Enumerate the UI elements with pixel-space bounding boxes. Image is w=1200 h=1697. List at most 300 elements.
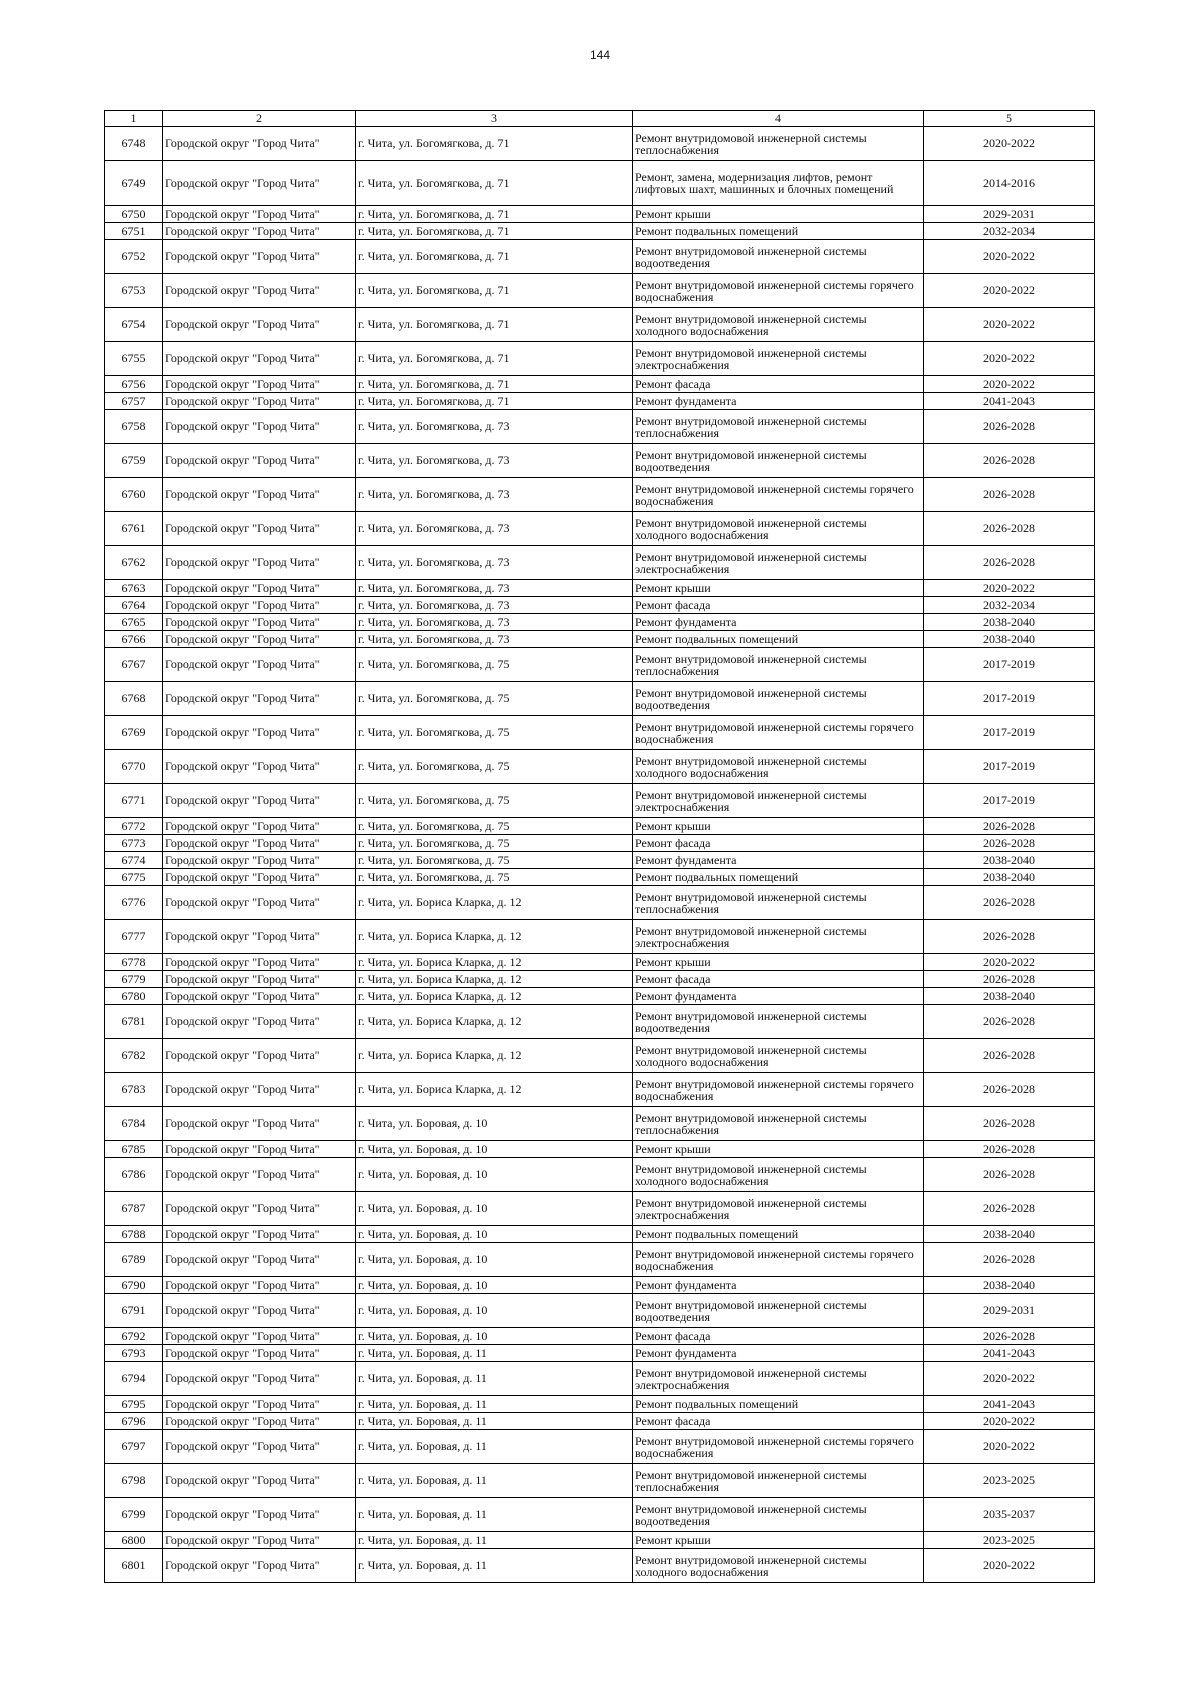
address-cell: г. Чита, ул. Боровая, д. 10 <box>356 1328 633 1345</box>
period-cell: 2026-2028 <box>924 1073 1095 1107</box>
address-cell: г. Чита, ул. Богомягкова, д. 71 <box>356 206 633 223</box>
row-number-cell: 6757 <box>105 393 163 410</box>
period-cell: 2026-2028 <box>924 478 1095 512</box>
municipality-cell: Городской округ "Город Чита" <box>163 512 356 546</box>
table-row <box>105 869 1095 886</box>
table-row <box>105 648 1095 682</box>
municipality-cell: Городской округ "Город Чита" <box>163 886 356 920</box>
municipality-cell: Городской округ "Город Чита" <box>163 1192 356 1226</box>
period-cell: 2026-2028 <box>924 1192 1095 1226</box>
row-number-cell: 6780 <box>105 988 163 1005</box>
period-cell: 2014-2016 <box>924 161 1095 206</box>
work-type-cell: Ремонт внутридомовой инженерной системы водоотведения <box>633 682 924 716</box>
table-row <box>105 750 1095 784</box>
municipality-cell: Городской округ "Город Чита" <box>163 1158 356 1192</box>
address-cell: г. Чита, ул. Богомягкова, д. 73 <box>356 580 633 597</box>
municipality-cell: Городской округ "Город Чита" <box>163 546 356 580</box>
work-type-cell: Ремонт внутридомовой инженерной системы водоотведения <box>633 1005 924 1039</box>
work-type-cell: Ремонт внутридомовой инженерной системы электроснабжения <box>633 1362 924 1396</box>
work-type-cell: Ремонт внутридомовой инженерной системы горячего водоснабжения <box>633 1243 924 1277</box>
address-cell: г. Чита, ул. Боровая, д. 11 <box>356 1362 633 1396</box>
municipality-cell: Городской округ "Город Чита" <box>163 1073 356 1107</box>
table-row <box>105 1328 1095 1345</box>
period-cell: 2020-2022 <box>924 274 1095 308</box>
row-number-cell: 6766 <box>105 631 163 648</box>
row-number-cell: 6772 <box>105 818 163 835</box>
address-cell: г. Чита, ул. Богомягкова, д. 75 <box>356 750 633 784</box>
address-cell: г. Чита, ул. Бориса Кларка, д. 12 <box>356 1005 633 1039</box>
row-number-cell: 6750 <box>105 206 163 223</box>
work-type-cell: Ремонт фасада <box>633 597 924 614</box>
row-number-cell: 6788 <box>105 1226 163 1243</box>
table-row <box>105 1362 1095 1396</box>
row-number-cell: 6777 <box>105 920 163 954</box>
municipality-cell: Городской округ "Город Чита" <box>163 1413 356 1430</box>
period-cell: 2026-2028 <box>924 444 1095 478</box>
municipality-cell: Городской округ "Город Чита" <box>163 716 356 750</box>
period-cell: 2038-2040 <box>924 1226 1095 1243</box>
period-cell: 2020-2022 <box>924 342 1095 376</box>
address-cell: г. Чита, ул. Боровая, д. 10 <box>356 1294 633 1328</box>
municipality-cell: Городской округ "Город Чита" <box>163 1362 356 1396</box>
period-cell: 2032-2034 <box>924 597 1095 614</box>
table-row <box>105 223 1095 240</box>
row-number-cell: 6783 <box>105 1073 163 1107</box>
table-row <box>105 478 1095 512</box>
row-number-cell: 6775 <box>105 869 163 886</box>
period-cell: 2038-2040 <box>924 614 1095 631</box>
table-row <box>105 835 1095 852</box>
period-cell: 2041-2043 <box>924 1396 1095 1413</box>
period-cell: 2026-2028 <box>924 1107 1095 1141</box>
row-number-cell: 6758 <box>105 410 163 444</box>
work-type-cell: Ремонт фасада <box>633 971 924 988</box>
work-type-cell: Ремонт внутридомовой инженерной системы горячего водоснабжения <box>633 1073 924 1107</box>
period-cell: 2026-2028 <box>924 1243 1095 1277</box>
period-cell: 2026-2028 <box>924 410 1095 444</box>
work-type-cell: Ремонт внутридомовой инженерной системы теплоснабжения <box>633 648 924 682</box>
municipality-cell: Городской округ "Город Чита" <box>163 1277 356 1294</box>
row-number-cell: 6798 <box>105 1464 163 1498</box>
row-number-cell: 6774 <box>105 852 163 869</box>
table-row <box>105 444 1095 478</box>
period-cell: 2017-2019 <box>924 682 1095 716</box>
work-type-cell: Ремонт фасада <box>633 1328 924 1345</box>
table-row <box>105 512 1095 546</box>
municipality-cell: Городской округ "Город Чита" <box>163 1141 356 1158</box>
period-cell: 2026-2028 <box>924 835 1095 852</box>
address-cell: г. Чита, ул. Богомягкова, д. 71 <box>356 308 633 342</box>
municipality-cell: Городской округ "Город Чита" <box>163 1005 356 1039</box>
row-number-cell: 6800 <box>105 1532 163 1549</box>
row-number-cell: 6781 <box>105 1005 163 1039</box>
row-number-cell: 6787 <box>105 1192 163 1226</box>
municipality-cell: Городской округ "Город Чита" <box>163 835 356 852</box>
row-number-cell: 6784 <box>105 1107 163 1141</box>
table-row <box>105 308 1095 342</box>
row-number-cell: 6785 <box>105 1141 163 1158</box>
table-row <box>105 342 1095 376</box>
work-type-cell: Ремонт подвальных помещений <box>633 1226 924 1243</box>
table-row <box>105 1005 1095 1039</box>
table-row <box>105 920 1095 954</box>
work-type-cell: Ремонт внутридомовой инженерной системы теплоснабжения <box>633 1107 924 1141</box>
table-row <box>105 1430 1095 1464</box>
work-type-cell: Ремонт внутридомовой инженерной системы теплоснабжения <box>633 410 924 444</box>
address-cell: г. Чита, ул. Богомягкова, д. 71 <box>356 127 633 161</box>
row-number-cell: 6752 <box>105 240 163 274</box>
table-row <box>105 988 1095 1005</box>
period-cell: 2026-2028 <box>924 886 1095 920</box>
address-cell: г. Чита, ул. Бориса Кларка, д. 12 <box>356 954 633 971</box>
row-number-cell: 6801 <box>105 1549 163 1583</box>
municipality-cell: Городской округ "Город Чита" <box>163 784 356 818</box>
address-cell: г. Чита, ул. Богомягкова, д. 71 <box>356 274 633 308</box>
municipality-cell: Городской округ "Город Чита" <box>163 376 356 393</box>
municipality-cell: Городской округ "Город Чита" <box>163 478 356 512</box>
address-cell: г. Чита, ул. Богомягкова, д. 75 <box>356 648 633 682</box>
row-number-cell: 6763 <box>105 580 163 597</box>
table-row <box>105 376 1095 393</box>
row-number-cell: 6791 <box>105 1294 163 1328</box>
municipality-cell: Городской округ "Город Чита" <box>163 1396 356 1413</box>
address-cell: г. Чита, ул. Богомягкова, д. 71 <box>356 161 633 206</box>
address-cell: г. Чита, ул. Бориса Кларка, д. 12 <box>356 886 633 920</box>
address-cell: г. Чита, ул. Богомягкова, д. 73 <box>356 512 633 546</box>
table-row <box>105 1141 1095 1158</box>
table-row <box>105 1532 1095 1549</box>
work-type-cell: Ремонт фасада <box>633 1413 924 1430</box>
row-number-cell: 6765 <box>105 614 163 631</box>
address-cell: г. Чита, ул. Богомягкова, д. 73 <box>356 444 633 478</box>
work-type-cell: Ремонт фундамента <box>633 852 924 869</box>
period-cell: 2038-2040 <box>924 869 1095 886</box>
table-row <box>105 1549 1095 1583</box>
table-row <box>105 127 1095 161</box>
municipality-cell: Городской округ "Город Чита" <box>163 1039 356 1073</box>
table-row <box>105 631 1095 648</box>
municipality-cell: Городской округ "Город Чита" <box>163 1107 356 1141</box>
address-cell: г. Чита, ул. Богомягкова, д. 75 <box>356 682 633 716</box>
work-type-cell: Ремонт подвальных помещений <box>633 223 924 240</box>
address-cell: г. Чита, ул. Бориса Кларка, д. 12 <box>356 920 633 954</box>
work-type-cell: Ремонт внутридомовой инженерной системы горячего водоснабжения <box>633 716 924 750</box>
period-cell: 2026-2028 <box>924 920 1095 954</box>
repair-schedule-table <box>104 110 1095 1583</box>
period-cell: 2026-2028 <box>924 512 1095 546</box>
row-number-cell: 6769 <box>105 716 163 750</box>
work-type-cell: Ремонт крыши <box>633 206 924 223</box>
row-number-cell: 6794 <box>105 1362 163 1396</box>
municipality-cell: Городской округ "Город Чита" <box>163 223 356 240</box>
work-type-cell: Ремонт фундамента <box>633 1345 924 1362</box>
address-cell: г. Чита, ул. Богомягкова, д. 71 <box>356 393 633 410</box>
work-type-cell: Ремонт внутридомовой инженерной системы водоотведения <box>633 444 924 478</box>
municipality-cell: Городской округ "Город Чита" <box>163 1532 356 1549</box>
row-number-cell: 6751 <box>105 223 163 240</box>
table-row <box>105 1396 1095 1413</box>
table-row <box>105 1464 1095 1498</box>
header-cell: 5 <box>924 111 1095 127</box>
table-row <box>105 546 1095 580</box>
municipality-cell: Городской округ "Город Чита" <box>163 648 356 682</box>
period-cell: 2020-2022 <box>924 376 1095 393</box>
work-type-cell: Ремонт внутридомовой инженерной системы водоотведения <box>633 240 924 274</box>
period-cell: 2026-2028 <box>924 1158 1095 1192</box>
address-cell: г. Чита, ул. Богомягкова, д. 73 <box>356 614 633 631</box>
address-cell: г. Чита, ул. Боровая, д. 11 <box>356 1549 633 1583</box>
table-row <box>105 274 1095 308</box>
municipality-cell: Городской округ "Город Чита" <box>163 161 356 206</box>
municipality-cell: Городской округ "Город Чита" <box>163 206 356 223</box>
address-cell: г. Чита, ул. Боровая, д. 10 <box>356 1226 633 1243</box>
period-cell: 2038-2040 <box>924 852 1095 869</box>
period-cell: 2038-2040 <box>924 631 1095 648</box>
row-number-cell: 6776 <box>105 886 163 920</box>
row-number-cell: 6771 <box>105 784 163 818</box>
municipality-cell: Городской округ "Город Чита" <box>163 1498 356 1532</box>
table-row <box>105 1226 1095 1243</box>
period-cell: 2029-2031 <box>924 206 1095 223</box>
municipality-cell: Городской округ "Город Чита" <box>163 1243 356 1277</box>
table-row <box>105 1498 1095 1532</box>
address-cell: г. Чита, ул. Бориса Кларка, д. 12 <box>356 988 633 1005</box>
period-cell: 2020-2022 <box>924 1430 1095 1464</box>
row-number-cell: 6755 <box>105 342 163 376</box>
address-cell: г. Чита, ул. Богомягкова, д. 75 <box>356 716 633 750</box>
address-cell: г. Чита, ул. Богомягкова, д. 71 <box>356 376 633 393</box>
work-type-cell: Ремонт внутридомовой инженерной системы холодного водоснабжения <box>633 1039 924 1073</box>
address-cell: г. Чита, ул. Богомягкова, д. 75 <box>356 784 633 818</box>
period-cell: 2041-2043 <box>924 393 1095 410</box>
header-cell: 1 <box>105 111 163 127</box>
work-type-cell: Ремонт внутридомовой инженерной системы холодного водоснабжения <box>633 1549 924 1583</box>
work-type-cell: Ремонт крыши <box>633 1532 924 1549</box>
municipality-cell: Городской округ "Город Чита" <box>163 920 356 954</box>
address-cell: г. Чита, ул. Богомягкова, д. 73 <box>356 546 633 580</box>
period-cell: 2041-2043 <box>924 1345 1095 1362</box>
address-cell: г. Чита, ул. Богомягкова, д. 73 <box>356 597 633 614</box>
work-type-cell: Ремонт внутридомовой инженерной системы горячего водоснабжения <box>633 274 924 308</box>
work-type-cell: Ремонт внутридомовой инженерной системы электроснабжения <box>633 546 924 580</box>
municipality-cell: Городской округ "Город Чита" <box>163 631 356 648</box>
row-number-cell: 6790 <box>105 1277 163 1294</box>
row-number-cell: 6792 <box>105 1328 163 1345</box>
row-number-cell: 6760 <box>105 478 163 512</box>
address-cell: г. Чита, ул. Боровая, д. 11 <box>356 1532 633 1549</box>
period-cell: 2020-2022 <box>924 1362 1095 1396</box>
address-cell: г. Чита, ул. Богомягкова, д. 71 <box>356 240 633 274</box>
table-row <box>105 1277 1095 1294</box>
work-type-cell: Ремонт подвальных помещений <box>633 1396 924 1413</box>
row-number-cell: 6753 <box>105 274 163 308</box>
municipality-cell: Городской округ "Город Чита" <box>163 1345 356 1362</box>
municipality-cell: Городской округ "Город Чита" <box>163 1464 356 1498</box>
row-number-cell: 6754 <box>105 308 163 342</box>
municipality-cell: Городской округ "Город Чита" <box>163 274 356 308</box>
table-row <box>105 1345 1095 1362</box>
period-cell: 2026-2028 <box>924 1328 1095 1345</box>
work-type-cell: Ремонт внутридомовой инженерной системы водоотведения <box>633 1294 924 1328</box>
row-number-cell: 6793 <box>105 1345 163 1362</box>
address-cell: г. Чита, ул. Боровая, д. 11 <box>356 1345 633 1362</box>
table-row <box>105 161 1095 206</box>
row-number-cell: 6759 <box>105 444 163 478</box>
period-cell: 2023-2025 <box>924 1464 1095 1498</box>
address-cell: г. Чита, ул. Боровая, д. 11 <box>356 1430 633 1464</box>
address-cell: г. Чита, ул. Боровая, д. 10 <box>356 1107 633 1141</box>
row-number-cell: 6749 <box>105 161 163 206</box>
table-row <box>105 393 1095 410</box>
row-number-cell: 6796 <box>105 1413 163 1430</box>
row-number-cell: 6748 <box>105 127 163 161</box>
municipality-cell: Городской округ "Город Чита" <box>163 988 356 1005</box>
header-cell: 2 <box>163 111 356 127</box>
address-cell: г. Чита, ул. Богомягкова, д. 75 <box>356 835 633 852</box>
municipality-cell: Городской округ "Город Чита" <box>163 1328 356 1345</box>
period-cell: 2020-2022 <box>924 1549 1095 1583</box>
table-row <box>105 240 1095 274</box>
work-type-cell: Ремонт внутридомовой инженерной системы водоотведения <box>633 1498 924 1532</box>
table-row <box>105 1158 1095 1192</box>
municipality-cell: Городской округ "Город Чита" <box>163 393 356 410</box>
period-cell: 2026-2028 <box>924 1039 1095 1073</box>
address-cell: г. Чита, ул. Богомягкова, д. 73 <box>356 410 633 444</box>
table-row <box>105 971 1095 988</box>
work-type-cell: Ремонт внутридомовой инженерной системы теплоснабжения <box>633 1464 924 1498</box>
row-number-cell: 6762 <box>105 546 163 580</box>
municipality-cell: Городской округ "Город Чита" <box>163 580 356 597</box>
work-type-cell: Ремонт крыши <box>633 954 924 971</box>
municipality-cell: Городской округ "Город Чита" <box>163 682 356 716</box>
address-cell: г. Чита, ул. Бориса Кларка, д. 12 <box>356 1073 633 1107</box>
header-row <box>105 111 1095 127</box>
address-cell: г. Чита, ул. Богомягкова, д. 75 <box>356 818 633 835</box>
work-type-cell: Ремонт внутридомовой инженерной системы горячего водоснабжения <box>633 1430 924 1464</box>
row-number-cell: 6797 <box>105 1430 163 1464</box>
work-type-cell: Ремонт крыши <box>633 818 924 835</box>
work-type-cell: Ремонт внутридомовой инженерной системы электроснабжения <box>633 784 924 818</box>
period-cell: 2029-2031 <box>924 1294 1095 1328</box>
header-cell: 4 <box>633 111 924 127</box>
address-cell: г. Чита, ул. Боровая, д. 11 <box>356 1498 633 1532</box>
row-number-cell: 6761 <box>105 512 163 546</box>
address-cell: г. Чита, ул. Боровая, д. 10 <box>356 1192 633 1226</box>
table-row <box>105 784 1095 818</box>
work-type-cell: Ремонт внутридомовой инженерной системы холодного водоснабжения <box>633 308 924 342</box>
municipality-cell: Городской округ "Город Чита" <box>163 444 356 478</box>
table-row <box>105 206 1095 223</box>
address-cell: г. Чита, ул. Боровая, д. 10 <box>356 1158 633 1192</box>
period-cell: 2032-2034 <box>924 223 1095 240</box>
work-type-cell: Ремонт внутридомовой инженерной системы холодного водоснабжения <box>633 1158 924 1192</box>
table-row <box>105 1294 1095 1328</box>
table-row <box>105 1413 1095 1430</box>
table-row <box>105 410 1095 444</box>
municipality-cell: Городской округ "Город Чита" <box>163 597 356 614</box>
header-cell: 3 <box>356 111 633 127</box>
period-cell: 2020-2022 <box>924 127 1095 161</box>
work-type-cell: Ремонт фундамента <box>633 393 924 410</box>
work-type-cell: Ремонт, замена, модернизация лифтов, ремонт лифтовых шахт, машинных и блочных помещений <box>633 161 924 206</box>
table-row <box>105 818 1095 835</box>
address-cell: г. Чита, ул. Богомягкова, д. 75 <box>356 852 633 869</box>
row-number-cell: 6779 <box>105 971 163 988</box>
row-number-cell: 6795 <box>105 1396 163 1413</box>
period-cell: 2017-2019 <box>924 750 1095 784</box>
address-cell: г. Чита, ул. Боровая, д. 10 <box>356 1243 633 1277</box>
period-cell: 2026-2028 <box>924 1141 1095 1158</box>
period-cell: 2026-2028 <box>924 971 1095 988</box>
row-number-cell: 6770 <box>105 750 163 784</box>
address-cell: г. Чита, ул. Боровая, д. 11 <box>356 1413 633 1430</box>
page-number: 144 <box>589 48 611 62</box>
period-cell: 2026-2028 <box>924 1005 1095 1039</box>
row-number-cell: 6756 <box>105 376 163 393</box>
municipality-cell: Городской округ "Город Чита" <box>163 410 356 444</box>
work-type-cell: Ремонт фундамента <box>633 988 924 1005</box>
row-number-cell: 6767 <box>105 648 163 682</box>
municipality-cell: Городской округ "Город Чита" <box>163 1226 356 1243</box>
work-type-cell: Ремонт внутридомовой инженерной системы теплоснабжения <box>633 127 924 161</box>
period-cell: 2020-2022 <box>924 580 1095 597</box>
period-cell: 2017-2019 <box>924 784 1095 818</box>
municipality-cell: Городской округ "Город Чита" <box>163 342 356 376</box>
row-number-cell: 6789 <box>105 1243 163 1277</box>
table-row <box>105 716 1095 750</box>
row-number-cell: 6773 <box>105 835 163 852</box>
period-cell: 2038-2040 <box>924 1277 1095 1294</box>
municipality-cell: Городской округ "Город Чита" <box>163 1294 356 1328</box>
table-body <box>105 111 1095 1583</box>
municipality-cell: Городской округ "Город Чита" <box>163 954 356 971</box>
municipality-cell: Городской округ "Город Чита" <box>163 869 356 886</box>
work-type-cell: Ремонт крыши <box>633 580 924 597</box>
work-type-cell: Ремонт фундамента <box>633 1277 924 1294</box>
municipality-cell: Городской округ "Город Чита" <box>163 852 356 869</box>
work-type-cell: Ремонт подвальных помещений <box>633 869 924 886</box>
address-cell: г. Чита, ул. Бориса Кларка, д. 12 <box>356 971 633 988</box>
work-type-cell: Ремонт крыши <box>633 1141 924 1158</box>
table-row <box>105 1192 1095 1226</box>
work-type-cell: Ремонт внутридомовой инженерной системы горячего водоснабжения <box>633 478 924 512</box>
table-row <box>105 852 1095 869</box>
work-type-cell: Ремонт фасада <box>633 835 924 852</box>
table-row <box>105 1073 1095 1107</box>
work-type-cell: Ремонт внутридомовой инженерной системы электроснабжения <box>633 342 924 376</box>
address-cell: г. Чита, ул. Боровая, д. 10 <box>356 1141 633 1158</box>
period-cell: 2038-2040 <box>924 988 1095 1005</box>
period-cell: 2026-2028 <box>924 818 1095 835</box>
municipality-cell: Городской округ "Город Чита" <box>163 1430 356 1464</box>
municipality-cell: Городской округ "Город Чита" <box>163 127 356 161</box>
table-row <box>105 954 1095 971</box>
municipality-cell: Городской округ "Город Чита" <box>163 818 356 835</box>
table-row <box>105 1039 1095 1073</box>
municipality-cell: Городской округ "Город Чита" <box>163 971 356 988</box>
municipality-cell: Городской округ "Город Чита" <box>163 750 356 784</box>
work-type-cell: Ремонт внутридомовой инженерной системы электроснабжения <box>633 1192 924 1226</box>
municipality-cell: Городской округ "Город Чита" <box>163 1549 356 1583</box>
table-row <box>105 1243 1095 1277</box>
address-cell: г. Чита, ул. Боровая, д. 11 <box>356 1464 633 1498</box>
period-cell: 2023-2025 <box>924 1532 1095 1549</box>
work-type-cell: Ремонт внутридомовой инженерной системы холодного водоснабжения <box>633 512 924 546</box>
municipality-cell: Городской округ "Город Чита" <box>163 614 356 631</box>
table-row <box>105 597 1095 614</box>
address-cell: г. Чита, ул. Богомягкова, д. 73 <box>356 478 633 512</box>
municipality-cell: Городской округ "Город Чита" <box>163 240 356 274</box>
